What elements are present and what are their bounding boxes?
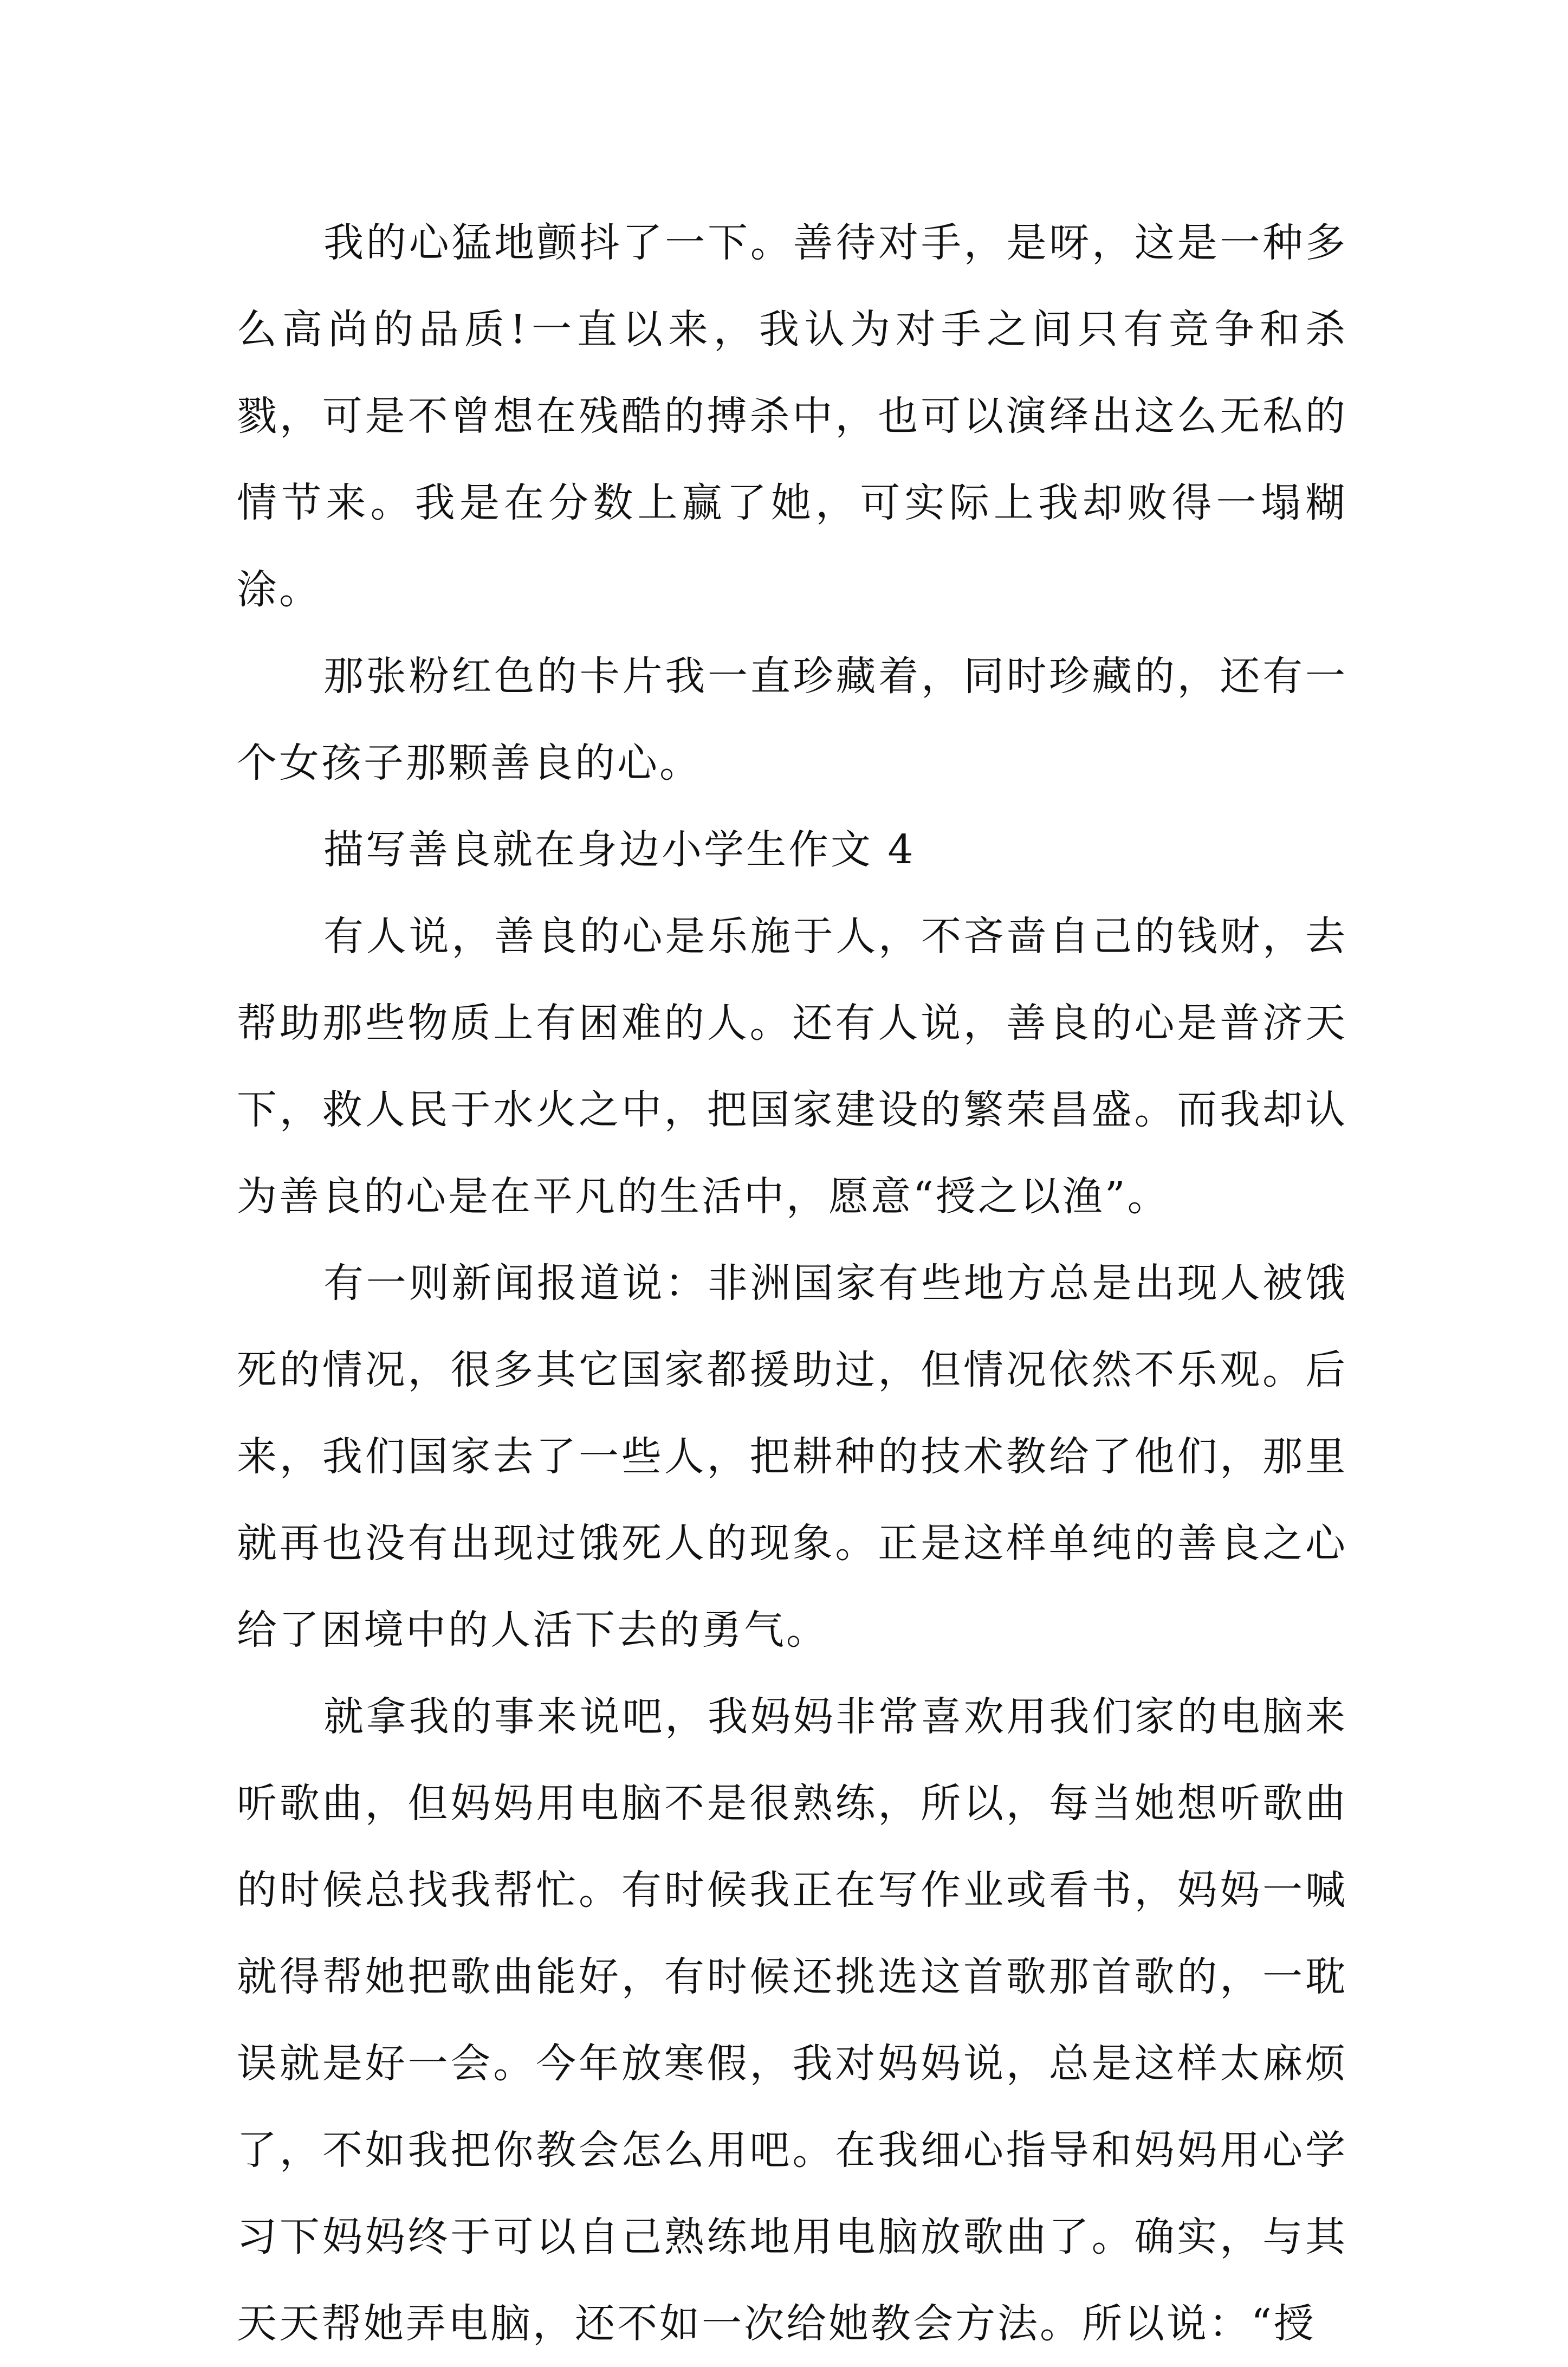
document-body — [237, 199, 1347, 2367]
paragraph-4: 有一则新闻报道说：非洲国家有些地方总是出现人被饿死的情况，很多其它国家都援助过，但情况依然不乐观。后来，我们国家去了一些人，把耕种的技术教给了他们，那里就再也没有出现过饿死人的现象。正是这样单纯的善良之心给了困境中的人活下去的勇气。 — [237, 1260, 1347, 1653]
paragraph-3: 有人说，善良的心是乐施于人，不吝啬自己的钱财，去帮助那些物质上有困难的人。还有人说，善良的心是普济天下，救人民于水火之中，把国家建设的繁荣昌盛。而我却认为善良的心是在平凡的生活中，愿意“授之以渔”。 — [237, 913, 1347, 1220]
paragraph-5: 就拿我的事来说吧，我妈妈非常喜欢用我们家的电脑来听歌曲，但妈妈用电脑不是很熟练，所以，每当她想听歌曲的时候总找我帮忙。有时候我正在写作业或看书，妈妈一喊就得帮她把歌曲能好，有时候还挑选这首歌那首歌的，一耽误就是好一会。今年放寒假，我对妈妈说，总是这样太麻烦了，不如我把你教会怎么用吧。在我细心指导和妈妈用心学习下妈妈终于可以自己熟练地用电脑放歌曲了。确实，与其天天帮她弄电脑，还不如一次给她教会方法。所以说：“授 — [237, 1693, 1347, 2347]
section-title: 描写善良就在身边小学生作文 4 — [323, 826, 916, 873]
paragraph-2: 那张粉红色的卡片我一直珍藏着，同时珍藏的，还有一个女孩子那颗善良的心。 — [237, 653, 1347, 786]
paragraph-1: 我的心猛地颤抖了一下。善待对手，是呀，这是一种多么高尚的品质!一直以来，我认为对手之间只有竞争和杀戮，可是不曾想在残酷的搏杀中，也可以演绎出这么无私的情节来。我是在分数上赢了她，可实际上我却败得一塌糊涂。 — [237, 219, 1347, 613]
